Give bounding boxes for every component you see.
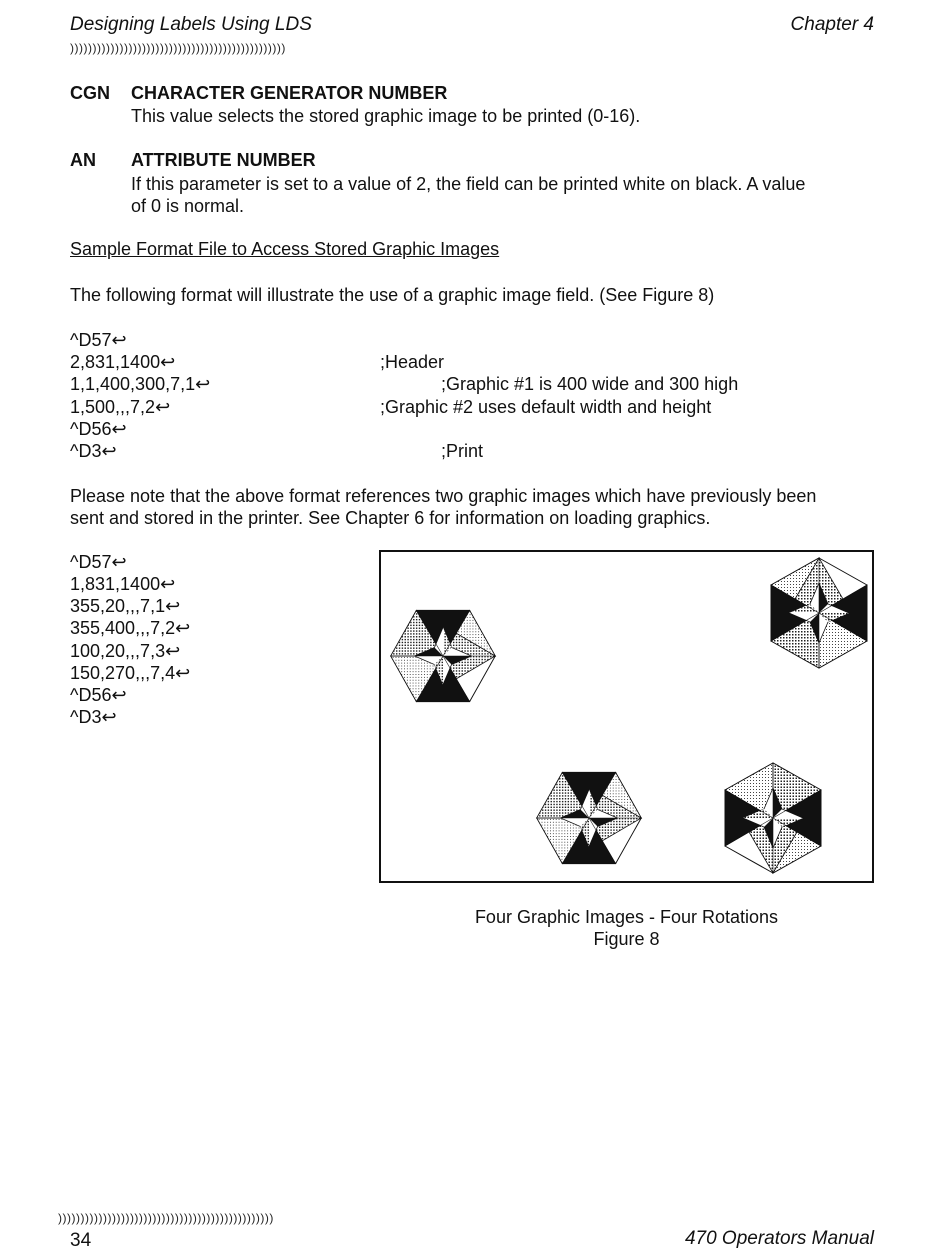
- code-line: ^D3↩: [70, 707, 117, 727]
- code-comment: ;Print: [441, 441, 484, 461]
- code-line: 150,270,,,7,4↩: [70, 663, 191, 683]
- graphic-image-rotation-1: [391, 610, 496, 701]
- code-line: ^D3↩: [70, 441, 117, 461]
- figure-8-graphics: [381, 552, 872, 881]
- param-code-an: AN: [70, 150, 96, 170]
- code-line: 2,831,1400↩: [70, 352, 176, 372]
- footer-rule: )))))))))))))))))))))))))))))))))))))))))))))))): [58, 1211, 274, 1225]
- param-desc-an-line1: If this parameter is set to a value of 2, the field can be printed white on black. A value: [131, 174, 806, 194]
- param-desc-an-line2: of 0 is normal.: [131, 196, 245, 216]
- code-comment: ;Header: [380, 352, 445, 372]
- code-line: 355,400,,,7,2↩: [70, 618, 191, 638]
- header-rule: )))))))))))))))))))))))))))))))))))))))))))))))): [70, 41, 286, 55]
- code-line: ^D56↩: [70, 419, 127, 439]
- footer-manual-title: 470 Operators Manual: [684, 1228, 874, 1249]
- code-comment: ;Graphic #1 is 400 wide and 300 high: [441, 374, 739, 394]
- code-line: 100,20,,,7,3↩: [70, 641, 181, 661]
- running-header-chapter: Chapter 4: [790, 14, 874, 35]
- code-line: 1,1,400,300,7,1↩: [70, 374, 211, 394]
- figure-label: Figure 8: [593, 929, 660, 949]
- figure-8-box: [379, 550, 874, 883]
- code-comment: ;Graphic #2 uses default width and height: [380, 397, 712, 417]
- param-title-cgn: CHARACTER GENERATOR NUMBER: [131, 83, 448, 103]
- intro-paragraph: The following format will illustrate the use of a graphic image field. (See Figure 8): [70, 285, 715, 305]
- graphic-image-rotation-2: [771, 558, 867, 668]
- running-header-title: Designing Labels Using LDS: [70, 14, 312, 35]
- page-number: 34: [70, 1230, 92, 1251]
- code-line: ^D56↩: [70, 685, 127, 705]
- param-desc-cgn: This value selects the stored graphic image to be printed (0-16).: [131, 106, 641, 126]
- note-line1: Please note that the above format references two graphic images which have previously been: [70, 486, 817, 506]
- graphic-image-rotation-4: [725, 763, 821, 873]
- code-line: ^D57↩: [70, 330, 127, 350]
- section-heading: Sample Format File to Access Stored Graphic Images: [70, 239, 500, 259]
- code-line: 1,831,1400↩: [70, 574, 176, 594]
- code-line: 355,20,,,7,1↩: [70, 596, 181, 616]
- code-line: ^D57↩: [70, 552, 127, 572]
- code-line: 1,500,,,7,2↩: [70, 397, 171, 417]
- figure-caption: Four Graphic Images - Four Rotations: [474, 907, 779, 927]
- param-code-cgn: CGN: [70, 83, 110, 103]
- note-line2: sent and stored in the printer. See Chapter 6 for information on loading graphics.: [70, 508, 711, 528]
- graphic-image-rotation-3: [537, 772, 642, 863]
- param-title-an: ATTRIBUTE NUMBER: [131, 150, 316, 170]
